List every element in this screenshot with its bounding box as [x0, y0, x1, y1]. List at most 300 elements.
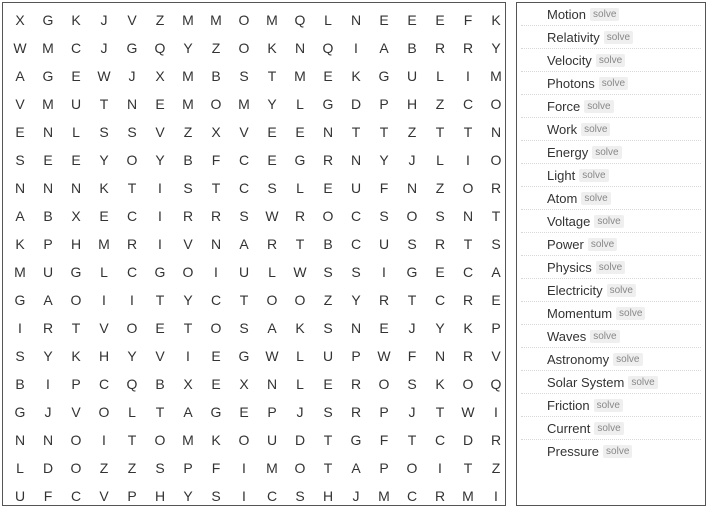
grid-cell[interactable]: B [183, 152, 193, 168]
grid-cell[interactable]: G [406, 264, 418, 280]
grid-cell[interactable]: E [379, 320, 389, 336]
grid-cell[interactable]: N [406, 180, 418, 196]
grid-cell[interactable]: U [266, 432, 278, 448]
grid-cell[interactable]: C [462, 96, 474, 112]
grid-cell[interactable]: T [211, 180, 221, 196]
solve-button[interactable]: solve [613, 353, 642, 366]
grid-cell[interactable]: S [99, 124, 109, 140]
grid-cell[interactable]: T [463, 236, 473, 252]
grid-cell[interactable]: T [435, 124, 445, 140]
grid-cell[interactable]: C [70, 40, 82, 56]
grid-cell[interactable]: R [434, 488, 446, 504]
grid-cell[interactable]: J [408, 152, 416, 168]
grid-cell[interactable]: I [158, 180, 162, 196]
grid-cell[interactable]: P [379, 96, 389, 112]
grid-cell[interactable]: S [491, 236, 501, 252]
grid-cell[interactable]: J [408, 404, 416, 420]
grid-cell[interactable]: T [155, 404, 165, 420]
grid-cell[interactable]: U [70, 96, 82, 112]
grid-cell[interactable]: C [406, 488, 418, 504]
grid-cell[interactable]: Q [126, 376, 138, 392]
grid-cell[interactable]: Z [435, 180, 445, 196]
grid-cell[interactable]: B [211, 68, 221, 84]
grid-cell[interactable]: P [183, 460, 193, 476]
grid-cell[interactable]: O [210, 320, 222, 336]
grid-cell[interactable]: G [322, 96, 334, 112]
grid-cell[interactable]: O [182, 264, 194, 280]
grid-cell[interactable]: O [70, 460, 82, 476]
grid-cell[interactable]: S [15, 152, 25, 168]
grid-cell[interactable]: F [211, 152, 221, 168]
grid-cell[interactable]: S [127, 124, 137, 140]
solve-button[interactable]: solve [596, 261, 625, 274]
grid-cell[interactable]: C [266, 488, 278, 504]
grid-cell[interactable]: Z [407, 124, 417, 140]
grid-cell[interactable]: H [154, 488, 166, 504]
solve-button[interactable]: solve [603, 445, 632, 458]
grid-cell[interactable]: P [43, 236, 53, 252]
grid-cell[interactable]: G [238, 348, 250, 364]
grid-cell[interactable]: M [462, 488, 474, 504]
grid-cell[interactable]: A [43, 292, 53, 308]
grid-cell[interactable]: E [211, 348, 221, 364]
grid-cell[interactable]: T [379, 124, 389, 140]
grid-cell[interactable]: S [183, 180, 193, 196]
grid-cell[interactable]: E [435, 12, 445, 28]
grid-cell[interactable]: K [71, 348, 81, 364]
grid-cell[interactable]: S [323, 320, 333, 336]
grid-cell[interactable]: E [71, 68, 81, 84]
grid-cell[interactable]: I [494, 404, 498, 420]
grid-cell[interactable]: G [42, 68, 54, 84]
grid-cell[interactable]: I [466, 152, 470, 168]
grid-cell[interactable]: E [491, 292, 501, 308]
grid-cell[interactable]: I [102, 292, 106, 308]
grid-cell[interactable]: T [323, 460, 333, 476]
grid-cell[interactable]: Y [435, 320, 445, 336]
grid-cell[interactable]: K [267, 40, 277, 56]
grid-cell[interactable]: V [127, 12, 137, 28]
grid-cell[interactable]: Z [155, 12, 165, 28]
grid-cell[interactable]: N [14, 432, 26, 448]
solve-button[interactable]: solve [628, 376, 657, 389]
grid-cell[interactable]: E [323, 376, 333, 392]
solve-button[interactable]: solve [594, 215, 623, 228]
grid-cell[interactable]: N [42, 124, 54, 140]
grid-cell[interactable]: K [211, 432, 221, 448]
grid-cell[interactable]: O [70, 292, 82, 308]
grid-cell[interactable]: F [379, 180, 389, 196]
grid-cell[interactable]: X [183, 376, 193, 392]
grid-cell[interactable]: M [378, 488, 390, 504]
grid-cell[interactable]: Y [351, 292, 361, 308]
grid-cell[interactable]: Y [183, 488, 193, 504]
grid-cell[interactable]: E [407, 12, 417, 28]
grid-cell[interactable]: S [239, 68, 249, 84]
grid-cell[interactable]: R [434, 40, 446, 56]
solve-button[interactable]: solve [599, 77, 628, 90]
grid-cell[interactable]: U [322, 348, 334, 364]
grid-cell[interactable]: N [350, 152, 362, 168]
grid-cell[interactable]: O [210, 96, 222, 112]
grid-cell[interactable]: N [126, 96, 138, 112]
grid-cell[interactable]: P [127, 488, 137, 504]
grid-cell[interactable]: S [295, 488, 305, 504]
grid-cell[interactable]: E [435, 264, 445, 280]
grid-cell[interactable]: I [158, 208, 162, 224]
grid-cell[interactable]: F [43, 488, 53, 504]
grid-cell[interactable]: M [182, 12, 194, 28]
grid-cell[interactable]: U [14, 488, 26, 504]
grid-cell[interactable]: R [490, 432, 502, 448]
grid-cell[interactable]: V [155, 348, 165, 364]
grid-cell[interactable]: X [155, 68, 165, 84]
grid-cell[interactable]: O [322, 208, 334, 224]
grid-cell[interactable]: K [435, 376, 445, 392]
grid-cell[interactable]: Y [379, 152, 389, 168]
grid-cell[interactable]: M [182, 432, 194, 448]
solve-button[interactable]: solve [604, 31, 633, 44]
grid-cell[interactable]: S [155, 460, 165, 476]
grid-cell[interactable]: O [406, 208, 418, 224]
grid-cell[interactable]: B [323, 236, 333, 252]
grid-cell[interactable]: E [323, 180, 333, 196]
grid-cell[interactable]: B [43, 208, 53, 224]
grid-cell[interactable]: M [14, 264, 26, 280]
grid-cell[interactable]: B [15, 376, 25, 392]
grid-cell[interactable]: M [238, 96, 250, 112]
grid-cell[interactable]: R [490, 180, 502, 196]
grid-cell[interactable]: C [462, 264, 474, 280]
grid-cell[interactable]: C [126, 208, 138, 224]
grid-cell[interactable]: N [42, 432, 54, 448]
grid-cell[interactable]: Y [491, 40, 501, 56]
grid-cell[interactable]: C [70, 488, 82, 504]
grid-cell[interactable]: P [379, 404, 389, 420]
grid-cell[interactable]: T [71, 320, 81, 336]
grid-cell[interactable]: R [350, 376, 362, 392]
grid-cell[interactable]: T [239, 292, 249, 308]
grid-cell[interactable]: A [183, 404, 193, 420]
grid-cell[interactable]: J [128, 68, 136, 84]
grid-cell[interactable]: A [15, 68, 25, 84]
grid-cell[interactable]: U [238, 264, 250, 280]
grid-cell[interactable]: V [99, 488, 109, 504]
grid-cell[interactable]: K [71, 12, 81, 28]
grid-cell[interactable]: E [211, 376, 221, 392]
grid-cell[interactable]: R [210, 208, 222, 224]
grid-cell[interactable]: P [379, 460, 389, 476]
grid-cell[interactable]: O [378, 376, 390, 392]
grid-cell[interactable]: W [293, 264, 307, 280]
grid-cell[interactable]: M [266, 12, 278, 28]
grid-cell[interactable]: E [155, 320, 165, 336]
grid-cell[interactable]: V [239, 124, 249, 140]
grid-cell[interactable]: S [407, 376, 417, 392]
grid-cell[interactable]: F [379, 432, 389, 448]
grid-cell[interactable]: P [491, 320, 501, 336]
grid-cell[interactable]: U [350, 180, 362, 196]
grid-cell[interactable]: N [210, 236, 222, 252]
grid-cell[interactable]: M [182, 68, 194, 84]
grid-cell[interactable]: V [15, 96, 25, 112]
grid-cell[interactable]: I [102, 432, 106, 448]
grid-cell[interactable]: T [267, 68, 277, 84]
grid-cell[interactable]: I [494, 488, 498, 504]
grid-cell[interactable]: E [43, 152, 53, 168]
grid-cell[interactable]: X [239, 376, 249, 392]
grid-cell[interactable]: L [296, 348, 304, 364]
grid-cell[interactable]: T [323, 432, 333, 448]
grid-cell[interactable]: H [322, 488, 334, 504]
grid-cell[interactable]: L [72, 124, 80, 140]
grid-cell[interactable]: M [266, 460, 278, 476]
grid-cell[interactable]: O [294, 460, 306, 476]
grid-cell[interactable]: S [323, 404, 333, 420]
grid-cell[interactable]: N [462, 208, 474, 224]
grid-cell[interactable]: C [350, 208, 362, 224]
solve-button[interactable]: solve [579, 169, 608, 182]
grid-cell[interactable]: D [462, 432, 474, 448]
grid-cell[interactable]: E [71, 152, 81, 168]
grid-cell[interactable]: U [378, 236, 390, 252]
grid-cell[interactable]: I [382, 264, 386, 280]
solve-button[interactable]: solve [581, 123, 610, 136]
grid-cell[interactable]: O [462, 376, 474, 392]
grid-cell[interactable]: D [42, 460, 54, 476]
grid-cell[interactable]: N [42, 180, 54, 196]
grid-cell[interactable]: A [15, 208, 25, 224]
grid-cell[interactable]: N [14, 180, 26, 196]
grid-cell[interactable]: J [100, 40, 108, 56]
grid-cell[interactable]: C [434, 432, 446, 448]
grid-cell[interactable]: H [98, 348, 110, 364]
grid-cell[interactable]: F [211, 460, 221, 476]
grid-cell[interactable]: M [490, 68, 502, 84]
grid-cell[interactable]: P [267, 404, 277, 420]
grid-cell[interactable]: A [491, 264, 501, 280]
grid-cell[interactable]: O [490, 152, 502, 168]
grid-cell[interactable]: N [350, 12, 362, 28]
grid-cell[interactable]: D [294, 432, 306, 448]
grid-cell[interactable]: B [155, 376, 165, 392]
grid-cell[interactable]: Z [183, 124, 193, 140]
grid-cell[interactable]: R [350, 404, 362, 420]
grid-cell[interactable]: O [238, 40, 250, 56]
grid-cell[interactable]: O [126, 320, 138, 336]
grid-cell[interactable]: T [407, 432, 417, 448]
grid-cell[interactable]: D [350, 96, 362, 112]
grid-cell[interactable]: J [352, 488, 360, 504]
grid-cell[interactable]: R [126, 236, 138, 252]
grid-cell[interactable]: R [462, 292, 474, 308]
grid-cell[interactable]: R [42, 320, 54, 336]
solve-button[interactable]: solve [590, 330, 619, 343]
grid-cell[interactable]: O [70, 432, 82, 448]
grid-cell[interactable]: X [71, 208, 81, 224]
grid-cell[interactable]: M [98, 236, 110, 252]
grid-cell[interactable]: G [350, 432, 362, 448]
grid-cell[interactable]: X [15, 12, 25, 28]
grid-cell[interactable]: O [154, 432, 166, 448]
grid-cell[interactable]: W [265, 348, 279, 364]
grid-cell[interactable]: U [406, 68, 418, 84]
grid-cell[interactable]: Z [99, 460, 109, 476]
grid-cell[interactable]: L [296, 96, 304, 112]
grid-cell[interactable]: C [98, 376, 110, 392]
grid-cell[interactable]: R [266, 236, 278, 252]
grid-cell[interactable]: H [70, 236, 82, 252]
grid-cell[interactable]: T [463, 124, 473, 140]
grid-cell[interactable]: R [182, 208, 194, 224]
grid-cell[interactable]: C [126, 264, 138, 280]
grid-cell[interactable]: C [434, 292, 446, 308]
grid-cell[interactable]: R [378, 292, 390, 308]
solve-button[interactable]: solve [590, 8, 619, 21]
grid-cell[interactable]: M [42, 40, 54, 56]
grid-cell[interactable]: E [295, 124, 305, 140]
grid-cell[interactable]: O [406, 460, 418, 476]
grid-cell[interactable]: Y [127, 348, 137, 364]
grid-cell[interactable]: O [294, 292, 306, 308]
grid-cell[interactable]: W [377, 348, 391, 364]
solve-button[interactable]: solve [581, 192, 610, 205]
grid-cell[interactable]: L [436, 68, 444, 84]
grid-cell[interactable]: K [295, 320, 305, 336]
grid-cell[interactable]: O [490, 96, 502, 112]
grid-cell[interactable]: W [265, 208, 279, 224]
solve-button[interactable]: solve [607, 284, 636, 297]
grid-cell[interactable]: J [44, 404, 52, 420]
grid-cell[interactable]: M [294, 68, 306, 84]
grid-cell[interactable]: O [98, 404, 110, 420]
grid-cell[interactable]: O [238, 12, 250, 28]
grid-cell[interactable]: E [99, 208, 109, 224]
grid-cell[interactable]: M [182, 96, 194, 112]
grid-cell[interactable]: T [99, 96, 109, 112]
grid-cell[interactable]: H [406, 96, 418, 112]
solve-button[interactable]: solve [616, 307, 645, 320]
solve-button[interactable]: solve [588, 238, 617, 251]
grid-cell[interactable]: S [379, 208, 389, 224]
grid-cell[interactable]: Q [322, 40, 334, 56]
grid-cell[interactable]: B [407, 40, 417, 56]
grid-cell[interactable]: T [463, 460, 473, 476]
grid-cell[interactable]: G [378, 68, 390, 84]
grid-cell[interactable]: I [354, 40, 358, 56]
grid-cell[interactable]: X [211, 124, 221, 140]
grid-cell[interactable]: Y [183, 292, 193, 308]
grid-cell[interactable]: E [267, 124, 277, 140]
grid-cell[interactable]: L [128, 404, 136, 420]
grid-cell[interactable]: Z [211, 40, 221, 56]
grid-cell[interactable]: F [407, 348, 417, 364]
grid-cell[interactable]: Z [127, 460, 137, 476]
grid-cell[interactable]: V [491, 348, 501, 364]
grid-cell[interactable]: K [491, 12, 501, 28]
grid-cell[interactable]: O [462, 180, 474, 196]
grid-cell[interactable]: R [462, 348, 474, 364]
grid-cell[interactable]: R [434, 236, 446, 252]
grid-cell[interactable]: L [16, 460, 24, 476]
grid-cell[interactable]: J [100, 12, 108, 28]
grid-cell[interactable]: N [266, 376, 278, 392]
grid-cell[interactable]: E [15, 124, 25, 140]
grid-cell[interactable]: G [294, 152, 306, 168]
grid-cell[interactable]: R [294, 208, 306, 224]
grid-cell[interactable]: N [322, 124, 334, 140]
grid-cell[interactable]: N [70, 180, 82, 196]
grid-cell[interactable]: A [351, 460, 361, 476]
grid-cell[interactable]: S [239, 208, 249, 224]
grid-cell[interactable]: E [239, 404, 249, 420]
grid-cell[interactable]: K [99, 180, 109, 196]
grid-cell[interactable]: I [438, 460, 442, 476]
grid-cell[interactable]: Q [294, 12, 306, 28]
grid-cell[interactable]: O [238, 432, 250, 448]
grid-cell[interactable]: C [210, 292, 222, 308]
grid-cell[interactable]: I [242, 460, 246, 476]
grid-cell[interactable]: Y [267, 96, 277, 112]
grid-cell[interactable]: K [463, 320, 473, 336]
grid-cell[interactable]: G [42, 12, 54, 28]
grid-cell[interactable]: Q [490, 376, 502, 392]
grid-cell[interactable]: L [100, 264, 108, 280]
grid-cell[interactable]: Y [155, 152, 165, 168]
grid-cell[interactable]: E [267, 152, 277, 168]
grid-cell[interactable]: R [322, 152, 334, 168]
grid-cell[interactable]: T [155, 292, 165, 308]
grid-cell[interactable]: V [71, 404, 81, 420]
grid-cell[interactable]: L [296, 376, 304, 392]
grid-cell[interactable]: T [127, 180, 137, 196]
grid-cell[interactable]: V [183, 236, 193, 252]
grid-cell[interactable]: C [238, 152, 250, 168]
grid-cell[interactable]: G [210, 404, 222, 420]
grid-cell[interactable]: T [351, 124, 361, 140]
grid-cell[interactable]: N [490, 124, 502, 140]
grid-cell[interactable]: Z [491, 460, 501, 476]
grid-cell[interactable]: N [434, 348, 446, 364]
grid-cell[interactable]: Y [183, 40, 193, 56]
grid-cell[interactable]: I [242, 488, 246, 504]
grid-cell[interactable]: W [97, 68, 111, 84]
grid-cell[interactable]: G [14, 292, 26, 308]
grid-cell[interactable]: S [407, 236, 417, 252]
grid-cell[interactable]: K [351, 68, 361, 84]
grid-cell[interactable]: C [350, 236, 362, 252]
grid-cell[interactable]: V [155, 124, 165, 140]
grid-cell[interactable]: Y [43, 348, 53, 364]
solve-button[interactable]: solve [594, 422, 623, 435]
grid-cell[interactable]: O [126, 152, 138, 168]
grid-cell[interactable]: M [42, 96, 54, 112]
grid-cell[interactable]: L [296, 180, 304, 196]
grid-cell[interactable]: S [239, 320, 249, 336]
grid-cell[interactable]: V [99, 320, 109, 336]
grid-cell[interactable]: S [211, 488, 221, 504]
grid-cell[interactable]: P [351, 348, 361, 364]
grid-cell[interactable]: G [14, 404, 26, 420]
solve-button[interactable]: solve [584, 100, 613, 113]
grid-cell[interactable]: A [379, 40, 389, 56]
grid-cell[interactable]: C [238, 180, 250, 196]
grid-cell[interactable]: O [266, 292, 278, 308]
grid-cell[interactable]: T [491, 208, 501, 224]
grid-cell[interactable]: L [268, 264, 276, 280]
grid-cell[interactable]: I [130, 292, 134, 308]
grid-cell[interactable]: S [323, 264, 333, 280]
